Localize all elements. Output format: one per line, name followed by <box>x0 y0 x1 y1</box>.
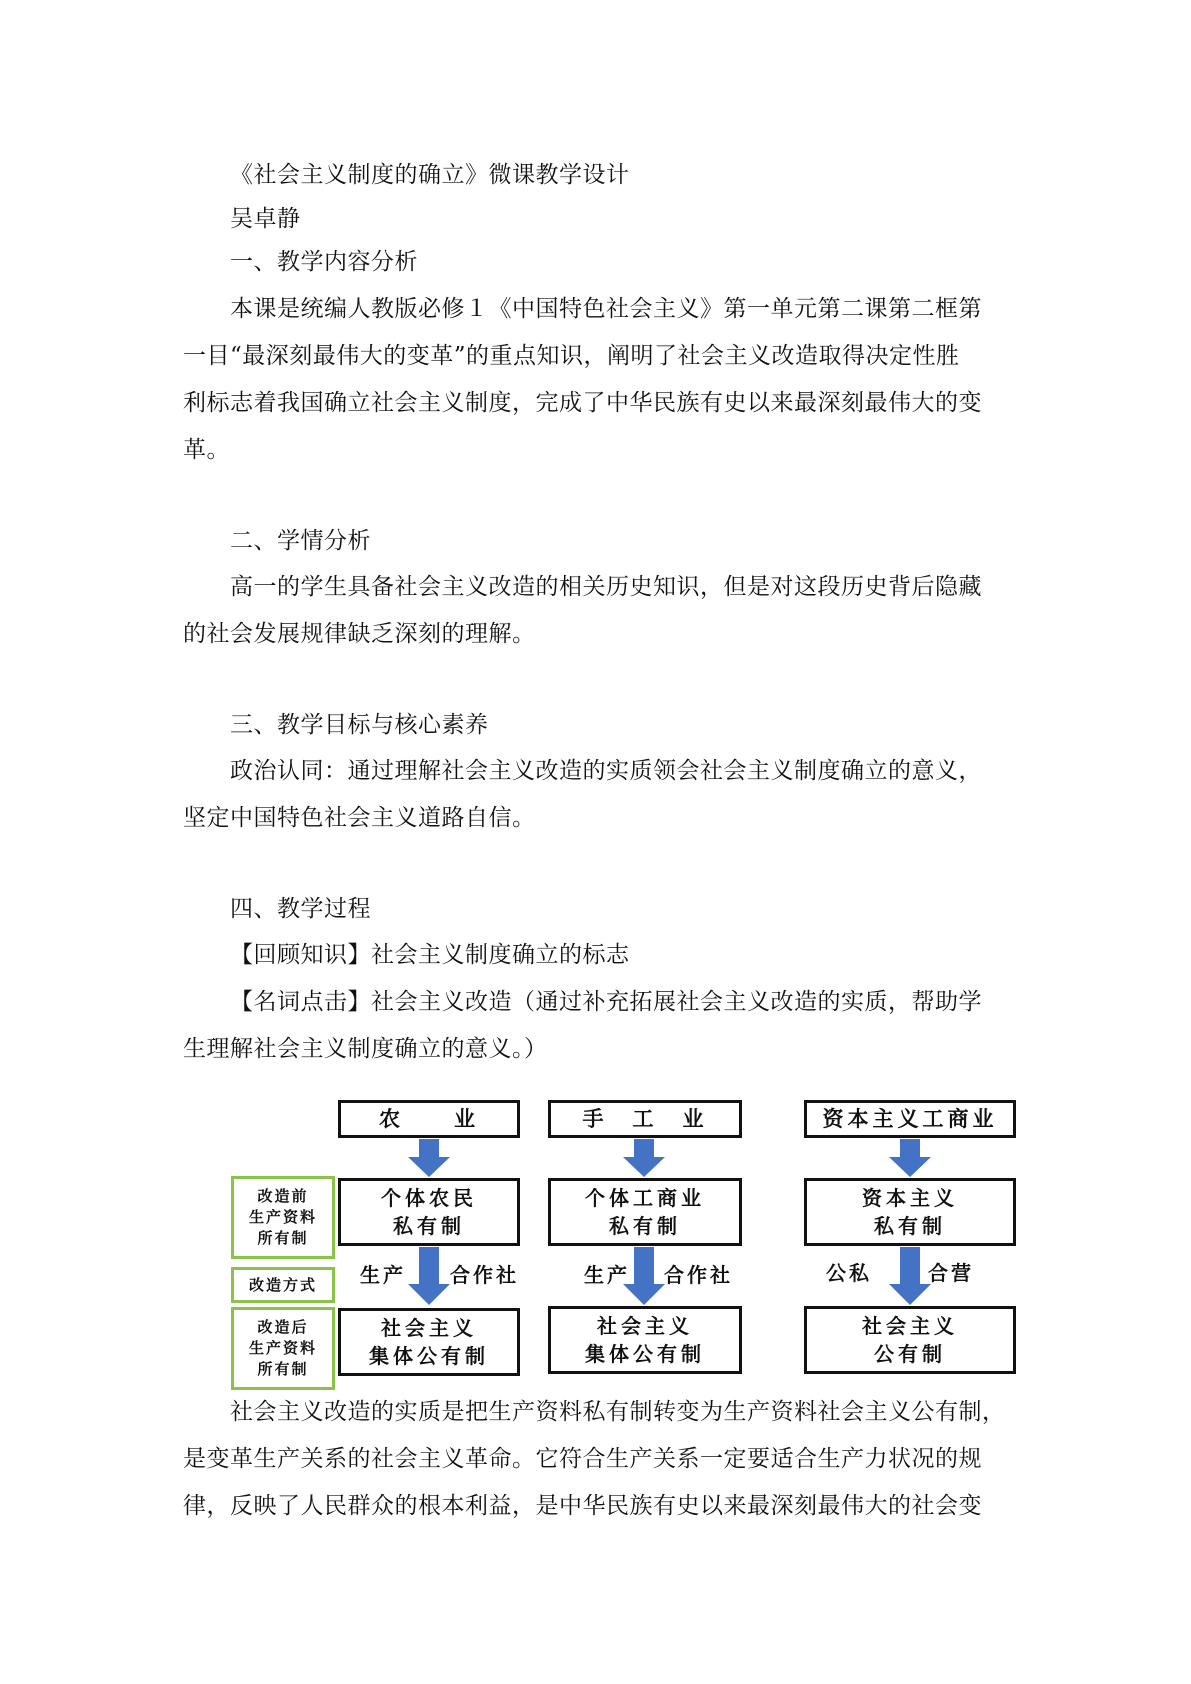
section-3-heading: 三、教学目标与核心素养 <box>230 712 489 738</box>
paragraph-line: 生理解社会主义制度确立的意义。） <box>183 1036 548 1062</box>
paragraph-line: 利标志着我国确立社会主义制度，完成了中华民族有史以来最深刻最伟大的变 <box>183 390 982 416</box>
paragraph-line: 高一的学生具备社会主义改造的相关历史知识，但是对这段历史背后隐藏 <box>230 574 982 600</box>
before-box: 个体农民 私有制 <box>338 1178 520 1246</box>
paragraph-line: 的社会发展规律缺乏深刻的理解。 <box>183 621 536 647</box>
arrow-down-icon <box>408 1247 450 1305</box>
paragraph-line: 社会主义改造的实质是把生产资料私有制转变为生产资料社会主义公有制， <box>230 1399 1006 1425</box>
paragraph-line: 本课是统编人教版必修１《中国特色社会主义》第一单元第二课第二框第 <box>230 296 982 322</box>
method-left-label: 生产 <box>360 1263 406 1287</box>
paragraph-line: 革。 <box>183 437 230 463</box>
paragraph-line: 【回顾知识】社会主义制度确立的标志 <box>230 942 630 968</box>
sector-box: 手 工 业 <box>548 1100 742 1138</box>
row-label-after: 改造后 生产资料 所有制 <box>231 1307 335 1390</box>
arrow-down-icon <box>408 1139 450 1177</box>
after-box: 社会主义 公有制 <box>804 1306 1016 1374</box>
arrow-down-icon <box>623 1139 665 1177</box>
row-label-method: 改造方式 <box>231 1267 335 1303</box>
paragraph-line: 一目“最深刻最伟大的变革”的重点知识，阐明了社会主义改造取得决定性胜 <box>183 343 960 369</box>
transformation-diagram <box>230 1093 1020 1378</box>
method-right-label: 合作社 <box>450 1263 519 1287</box>
sector-box: 资本主义工商业 <box>804 1100 1016 1138</box>
sector-box: 农 业 <box>338 1100 520 1138</box>
paragraph-line: 【名词点击】社会主义改造（通过补充拓展社会主义改造的实质，帮助学 <box>230 989 982 1015</box>
paragraph-line: 律，反映了人民群众的根本利益，是中华民族有史以来最深刻最伟大的社会变 <box>183 1493 982 1519</box>
after-box: 社会主义 集体公有制 <box>338 1308 520 1376</box>
before-box: 个体工商业 私有制 <box>548 1178 742 1246</box>
author-name: 吴卓静 <box>230 206 301 232</box>
section-4-heading: 四、教学过程 <box>230 896 371 922</box>
before-box: 资本主义 私有制 <box>804 1178 1016 1246</box>
section-1-heading: 一、教学内容分析 <box>230 249 418 275</box>
method-left-label: 公私 <box>826 1261 872 1285</box>
method-right-label: 合营 <box>928 1261 974 1285</box>
after-box: 社会主义 集体公有制 <box>548 1306 742 1374</box>
paragraph-line: 是变革生产关系的社会主义革命。它符合生产关系一定要适合生产力状况的规 <box>183 1446 982 1472</box>
arrow-down-icon <box>889 1139 931 1177</box>
method-left-label: 生产 <box>584 1263 630 1287</box>
section-2-heading: 二、学情分析 <box>230 528 371 554</box>
doc-title: 《社会主义制度的确立》微课教学设计 <box>230 162 630 188</box>
paragraph-line: 政治认同：通过理解社会主义改造的实质领会社会主义制度确立的意义， <box>230 758 982 784</box>
arrow-down-icon <box>889 1247 931 1305</box>
paragraph-line: 坚定中国特色社会主义道路自信。 <box>183 805 536 831</box>
method-right-label: 合作社 <box>664 1263 733 1287</box>
row-label-before: 改造前 生产资料 所有制 <box>231 1176 335 1259</box>
